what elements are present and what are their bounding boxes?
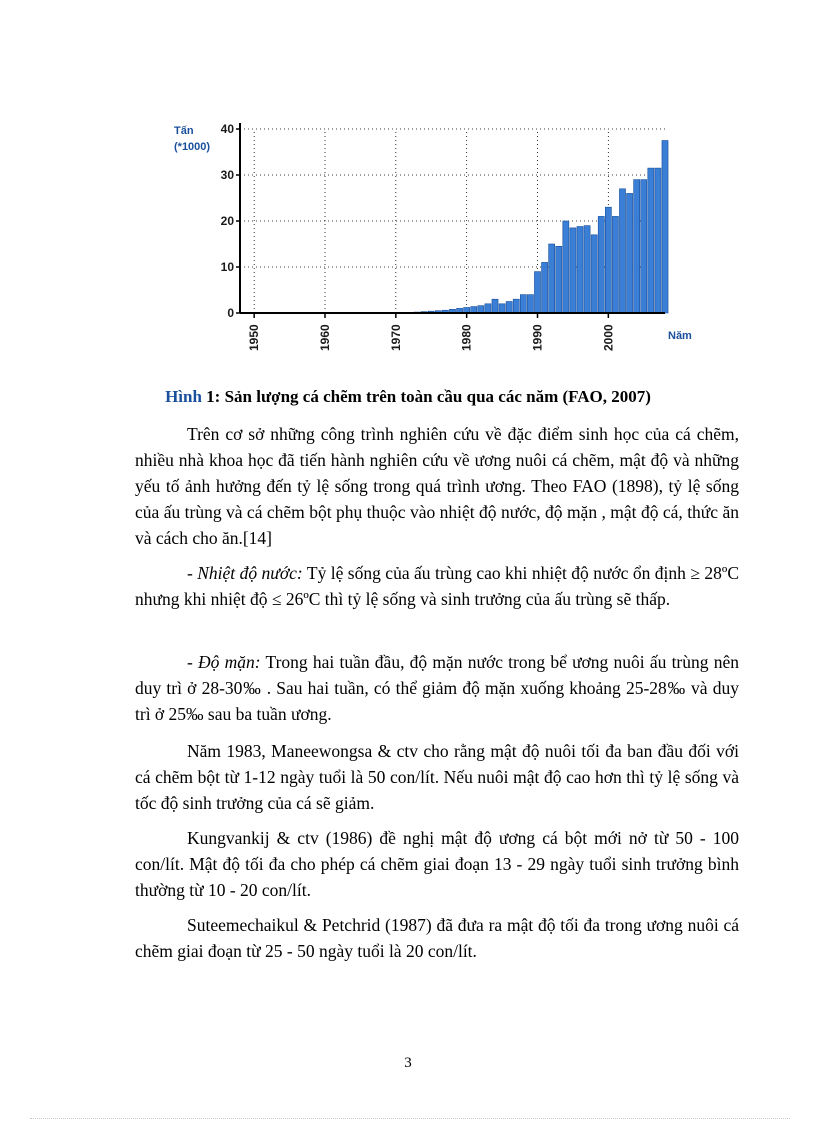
chart-bar — [513, 299, 519, 313]
y-tick-label: 0 — [227, 306, 234, 320]
chart-bar — [641, 180, 647, 313]
chart-bar — [648, 168, 654, 313]
chart-bar — [577, 227, 583, 313]
chart-bar — [627, 193, 633, 313]
paragraph-temperature: - Nhiệt độ nước: Tỷ lệ sống của ấu trùng cao khi nhiệt độ nước ổn định ≥ 28ºC nhưng khi nhiệt độ ≤ 26ºC thì tỷ lệ sống và sinh trưởng của ấu trùng sẽ thấp. — [135, 563, 739, 609]
chart-bar — [655, 168, 661, 313]
chart-bar — [563, 221, 569, 313]
chart-bar — [570, 228, 576, 313]
chart-bar — [527, 295, 533, 313]
salinity-label: - Độ mặn: — [187, 652, 261, 672]
x-tick-label: 1990 — [530, 324, 545, 351]
chart-bar — [542, 262, 548, 313]
figure-caption — [0, 387, 816, 407]
chart-bar — [534, 272, 540, 313]
x-tick-label: 1970 — [388, 324, 403, 351]
chart-bar — [598, 216, 604, 313]
chart-bar — [506, 302, 512, 314]
chart-bar — [499, 304, 505, 313]
page-bottom-divider — [30, 1118, 790, 1119]
x-axis-label: Năm — [668, 330, 692, 342]
chart-bar — [591, 235, 597, 313]
chart-bar — [520, 295, 526, 313]
temperature-label: - Nhiệt độ nước: — [187, 563, 303, 583]
y-tick-label: 40 — [220, 122, 234, 136]
chart-bar — [485, 304, 491, 313]
caption-prefix: Hình — [165, 387, 202, 406]
chart-bar — [478, 306, 484, 313]
x-tick-label: 1950 — [247, 324, 262, 351]
x-tick-label: 1980 — [459, 324, 474, 351]
y-tick-labels — [221, 122, 235, 320]
y-axis-label-line2: (*1000) — [174, 141, 211, 153]
chart-bar — [549, 244, 555, 313]
chart-bar — [634, 180, 640, 313]
paragraph-salinity: - Độ mặn: Trong hai tuần đầu, độ mặn nước trong bể ương nuôi ấu trùng nên duy trì ở 28-30‰ . Sau hai tuần, có thể giảm độ mặn xuống khoảng 25-28‰ và duy trì ở 25‰ sau ba tuần ương. — [135, 652, 739, 724]
x-tick-labels — [247, 324, 615, 351]
production-chart — [160, 112, 700, 362]
y-tick-label: 30 — [220, 168, 234, 182]
paragraph-kungvankij: Kungvankij & ctv (1986) đề nghị mật độ ương cá bột mới nở từ 50 - 100 con/lít. Mật độ tối đa cho phép cá chẽm giai đoạn 13 - 29 ngày tuổi sinh trưởng bình thường từ 10 - 20 con/lít. — [135, 828, 739, 900]
page-number: 3 — [404, 1055, 412, 1071]
x-tick-label: 1960 — [318, 324, 332, 351]
y-tick-label: 10 — [220, 260, 234, 274]
paragraph-maneewongsa: Năm 1983, Maneewongsa & ctv cho rằng mật độ nuôi tối đa ban đầu đối với cá chẽm bột từ 1-12 ngày tuổi là 50 con/lít. Nếu nuôi mật độ cao hơn thì tỷ lệ sống và tốc độ sinh trưởng của cá sẽ giảm. — [135, 741, 739, 813]
caption-text: 1: Sản lượng cá chẽm trên toàn cầu qua các năm (FAO, 2007) — [201, 387, 651, 406]
chart-bar — [584, 226, 590, 313]
x-tick-label: 2000 — [601, 324, 616, 351]
chart-bar — [662, 141, 668, 314]
chart-bar — [556, 246, 562, 313]
paragraph-suteemechaikul: Suteemechaikul & Petchrid (1987) đã đưa ra mật độ tối đa trong ương nuôi cá chẽm giai đoạn từ 25 - 50 ngày tuổi là 20 con/lít. — [135, 915, 739, 961]
chart-bar — [492, 299, 498, 313]
chart-bar — [612, 216, 618, 313]
y-tick-label: 20 — [220, 214, 234, 228]
paragraph-intro: Trên cơ sở những công trình nghiên cứu về đặc điểm sinh học của cá chẽm, nhiều nhà khoa học đã tiến hành nghiên cứu về ương nuôi cá chẽm, mật độ và những yếu tố ảnh hưởng đến tỷ lệ sống trong quá trình ương. Theo FAO (1898), tỷ lệ sống của ấu trùng và cá chẽm bột phụ thuộc vào nhiệt độ nước, độ mặn , mật độ cá, thức ăn và cách cho ăn.[14] — [135, 424, 739, 548]
chart-bar — [605, 207, 611, 313]
chart-bars — [407, 141, 668, 314]
chart-bar — [619, 189, 625, 313]
y-axis-label-line1: Tấn — [174, 125, 194, 137]
